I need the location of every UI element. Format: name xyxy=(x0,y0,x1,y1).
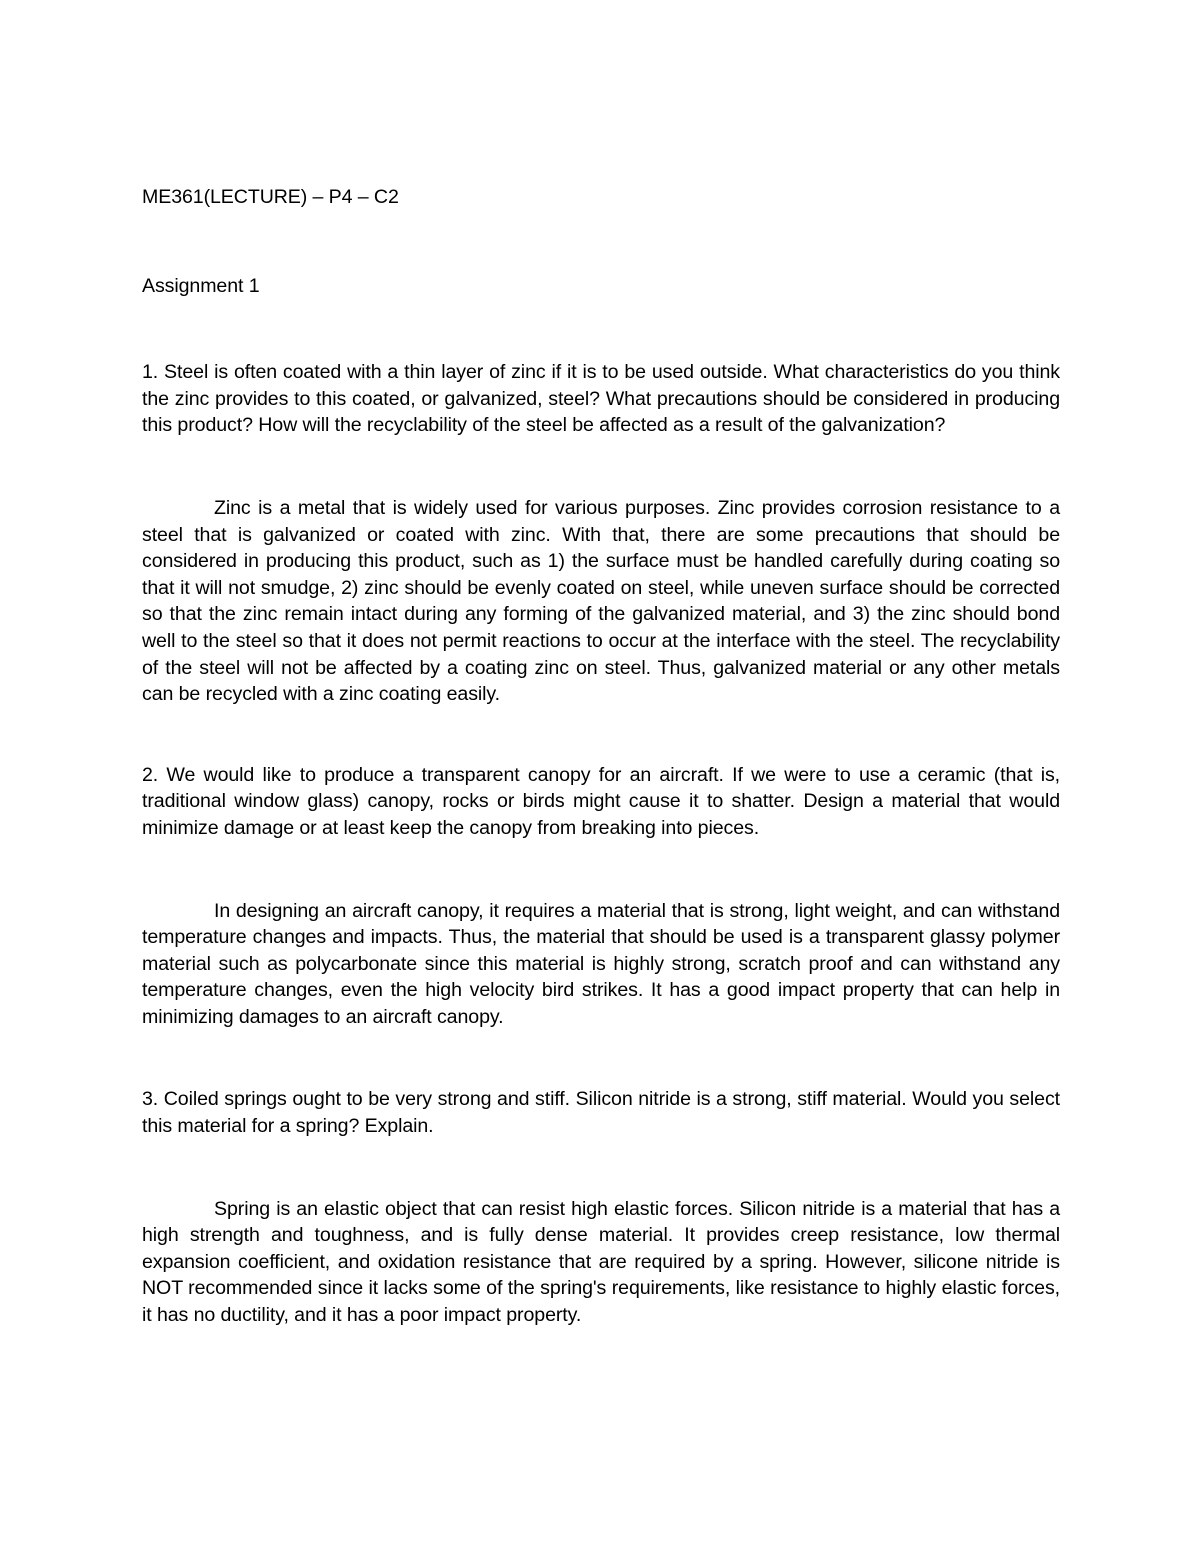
question-3: 3. Coiled springs ought to be very strong and stiff. Silicon nitride is a strong, stiff material. Would you select this material for a spring? Explain. xyxy=(142,1088,1060,1138)
question-2: 2. We would like to produce a transparent canopy for an aircraft. If we were to use a ceramic (that is, traditional window glass) canopy, rocks or birds might cause it to shatter. Design a material that would minimize damage or at least keep the canopy from breaking into pieces. xyxy=(142,763,1060,839)
answer-2: In designing an aircraft canopy, it requires a material that is strong, light weight, and can withstand temperature changes and impacts. Thus, the material that should be used is a transparent glassy polymer material such as polycarbonate since this material is highly strong, scratch proof and can withstand any temperature changes, even the high velocity bird strikes. It has a good impact property that can help in minimizing damages to an aircraft canopy. xyxy=(142,899,1060,1028)
document-page xyxy=(142,184,1060,1329)
answer-1: Zinc is a metal that is widely used for various purposes. Zinc provides corrosion resistance to a steel that is galvanized or coated with zinc. With that, there are some precautions that should be considered in producing this product, such as 1) the surface must be handled carefully during coating so that it will not smudge, 2) zinc should be evenly coated on steel, while uneven surface should be corrected so that the zinc remain intact during any forming of the galvanized material, and 3) the zinc should bond well to the steel so that it does not permit reactions to occur at the interface with the steel. The recyclability of the steel will not be affected by a coating zinc on steel. Thus, galvanized material or any other metals can be recycled with a zinc coating easily. xyxy=(142,496,1060,706)
answer-3: Spring is an elastic object that can resist high elastic forces. Silicon nitride is a material that has a high strength and toughness, and is fully dense material. It provides creep resistance, low thermal expansion coefficient, and oxidation resistance that are required by a spring. However, silicone nitride is NOT recommended since it lacks some of the spring's requirements, like resistance to highly elastic forces, it has no ductility, and it has a poor impact property. xyxy=(142,1197,1060,1327)
course-code-heading: ME361(LECTURE) – P4 – C2 xyxy=(142,186,399,208)
assignment-title: Assignment 1 xyxy=(142,274,260,297)
question-1: 1. Steel is often coated with a thin layer of zinc if it is to be used outside. What characteristics do you think the zinc provides to this coated, or galvanized, steel? What precautions should be considered in producing this product? How will the recyclability of the steel be affected as a result of the galvanization? xyxy=(142,361,1060,437)
